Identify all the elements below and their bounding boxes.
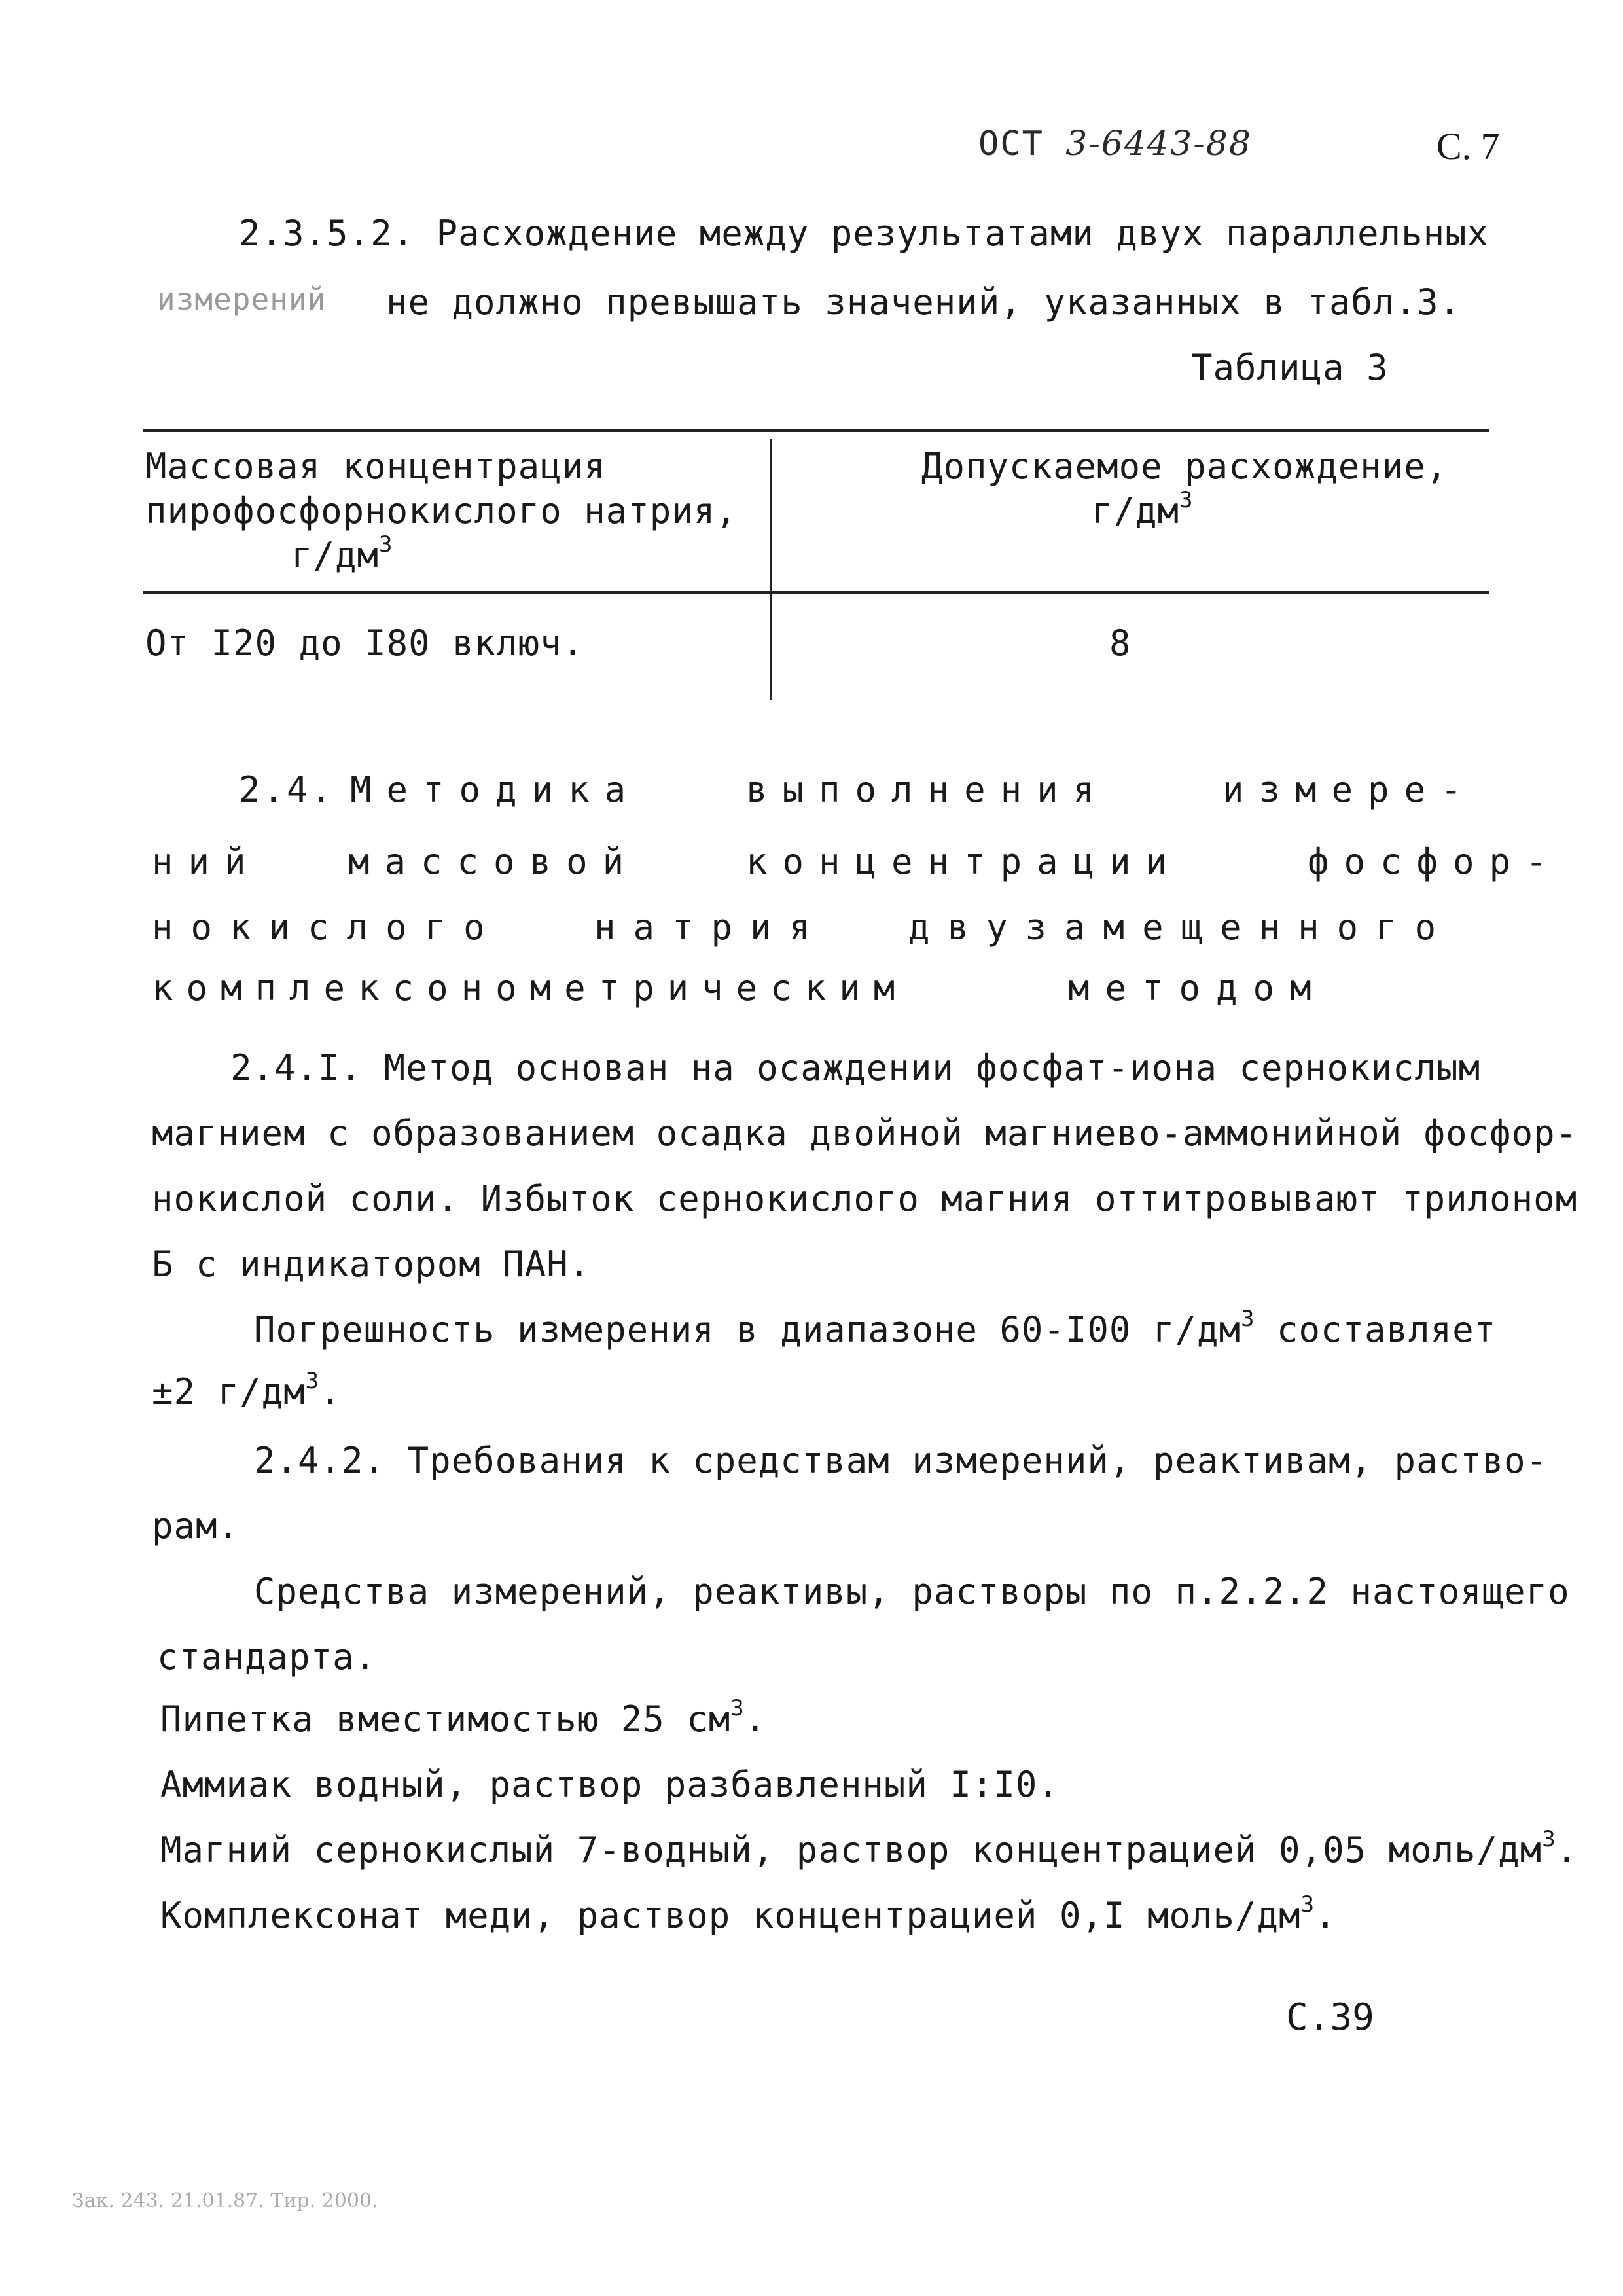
section-2352-line2: не должно превышать значений, указанных в табл.3. <box>386 281 1461 323</box>
heading-word: массовой <box>348 841 639 882</box>
list-item: Аммиак водный, раствор разбавленный I:I0. <box>160 1764 1060 1805</box>
heading-word: концентрации <box>746 841 1183 882</box>
heading-word: Методика <box>350 769 641 810</box>
page-number: С. 7 <box>1436 125 1500 168</box>
section-242-line2: рам. <box>152 1505 240 1547</box>
list-item: Комплексонат меди, раствор концентрацией 0,I моль/$дм^3$. <box>160 1892 1337 1936</box>
table-row-value: 8 <box>1109 622 1132 664</box>
heading-word: комплексонометрическим <box>152 967 908 1009</box>
section-2352-line1: 2.3.5.2. Расхождение между результатами двух параллельных <box>239 213 1489 254</box>
section-242-line3: Средства измерений, реактивы, растворы по п.2.2.2 настоящего <box>254 1571 1570 1612</box>
standard-prefix: ОСТ <box>978 124 1044 164</box>
heading-word: натрия <box>594 906 829 948</box>
table-caption: Таблица 3 <box>1191 347 1389 388</box>
error-value: ±2 $г/дм^3$. <box>152 1368 342 1412</box>
section-241-line4: Б с индикатором ПАН. <box>152 1244 591 1285</box>
section-241-line3: нокислой соли. Избыток сернокислого магния оттитровывают трилоном <box>152 1178 1578 1219</box>
heading-word: методом <box>1068 967 1327 1009</box>
heading-word: фосфор- <box>1308 841 1562 882</box>
section-241-line2: магнием с образованием осадка двойной магниево-аммонийной фосфор- <box>152 1113 1578 1154</box>
section-242-line4: стандарта. <box>157 1636 377 1677</box>
table-header-rule <box>143 591 1489 594</box>
section-2352-faint-word: измерений <box>157 281 327 317</box>
section-241-line1: 2.4.I. Метод основан на осаждении фосфат-иона сернокислым <box>230 1047 1481 1088</box>
col1-header-line1: Массовая концентрация <box>145 446 606 487</box>
table-column-divider <box>770 439 772 700</box>
standard-designation <box>978 124 1252 164</box>
col1-header-line2: пирофосфорнокислого натрия, <box>145 490 738 531</box>
heading-word: нокислого <box>152 906 503 948</box>
heading-word: измере- <box>1222 769 1477 810</box>
table-top-rule <box>143 429 1489 432</box>
heading-word: ний <box>152 841 261 882</box>
heading-word: выполнения <box>746 769 1110 810</box>
col1-header-unit: $г/дм^3$ <box>291 531 393 576</box>
table-row-range: От I20 до I80 включ. <box>145 622 584 664</box>
list-item: Пипетка вместимостью 25 $см^3$. <box>160 1695 767 1740</box>
col2-header-unit: $г/дм^3$ <box>1092 487 1194 531</box>
footer-page-number: С.39 <box>1286 1996 1374 2039</box>
standard-number-handwritten: 3-6443-88 <box>1065 124 1252 164</box>
section-24-number: 2.4. <box>239 769 335 810</box>
heading-word: двузамещенного <box>908 906 1454 948</box>
list-item: Магний сернокислый 7-водный, раствор концентрацией 0,05 моль/$дм^3$. <box>160 1826 1578 1871</box>
col2-header-line1: Допускаемое расхождение, <box>921 446 1448 487</box>
error-statement: Погрешность измерения в диапазоне 60-I00 $г/дм^3$ составляет <box>254 1306 1497 1350</box>
print-imprint: Зак. 243. 21.01.87. Тир. 2000. <box>72 2189 378 2212</box>
section-242-line1: 2.4.2. Требования к средствам измерений, реактивам, раство- <box>254 1440 1548 1481</box>
